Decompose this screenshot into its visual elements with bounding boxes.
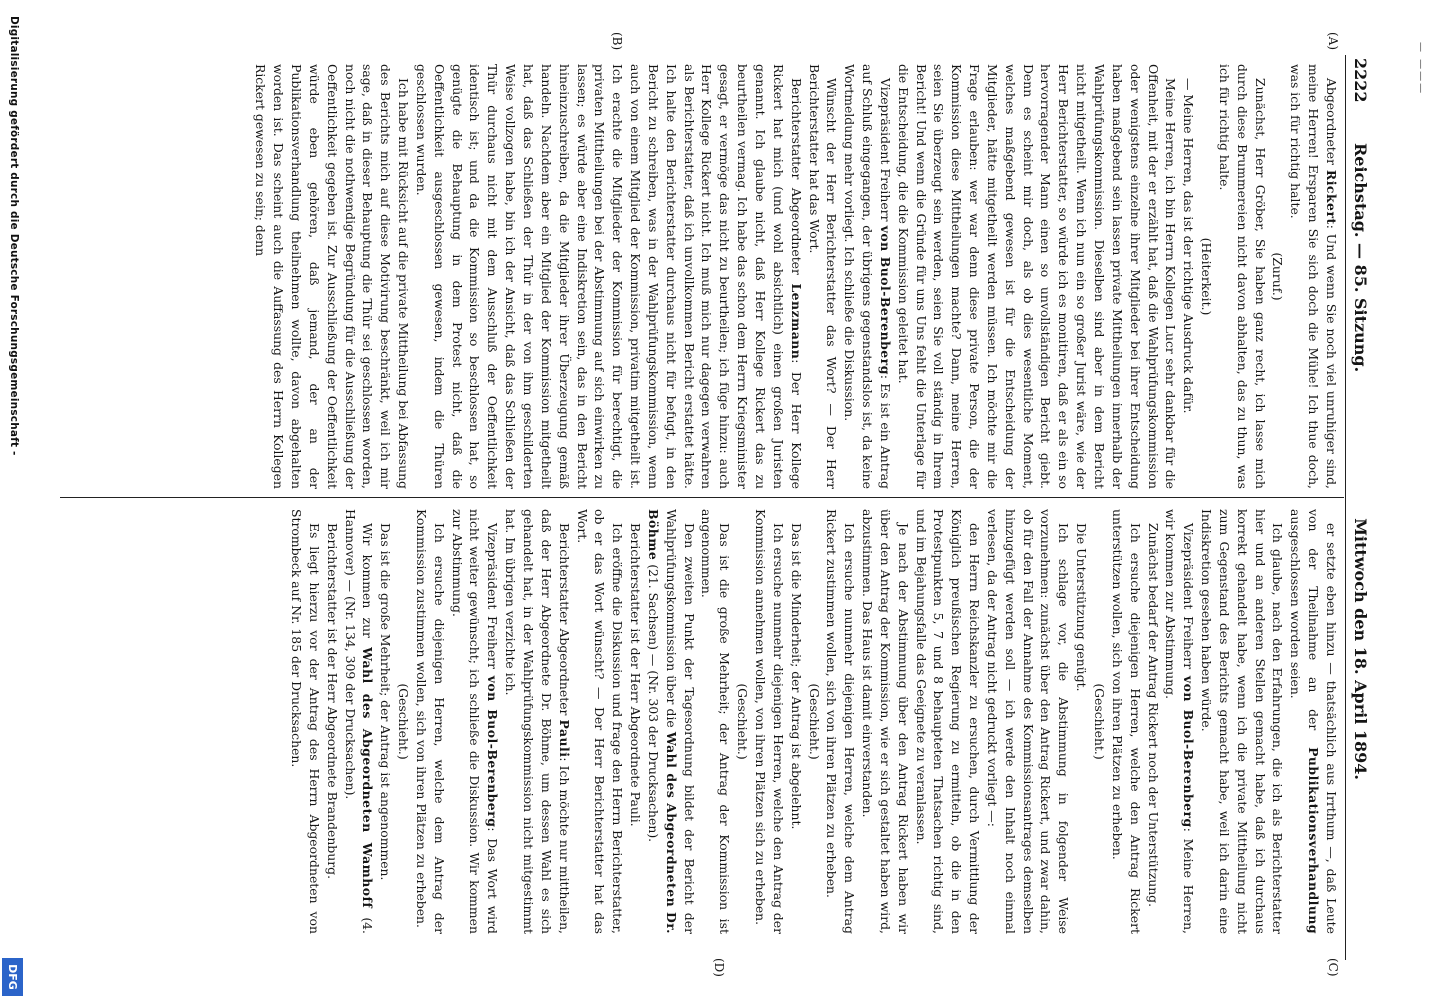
text-run: Zunächst, Herr Gröber, Sie haben ganz recht, ich lasse mich durch diese Brummereien nicht davon abhalten, das zu thun, was ich für richtig halte. — [1216, 64, 1268, 489]
text-run: : Und wenn Sie noch viel unruhiger sind, meine Herren! Ersparen Sie sich doch die Mühe! Ich thue doch, was ich für richtig halte. — [1288, 64, 1339, 489]
paragraph — [626, 509, 644, 934]
text-run: Die Unterstützung genügt. — [1074, 523, 1090, 692]
bold-name: Pauli — [556, 719, 572, 758]
text-run: Ich ersuche diejenigen Herren, welche dem Antrag der Kommission zustimmen wollen, sich von ihren Plätzen zu erheben. — [413, 509, 447, 934]
paragraph — [573, 509, 627, 934]
margin-marker-a: (A) — [1326, 32, 1340, 51]
column-divider — [60, 497, 1344, 498]
margin-marker-b: (B) — [610, 32, 624, 51]
text-run: Vizepräsident Freiherr — [1181, 523, 1197, 676]
text-run: Berichterstatter ist der Herr Abgeordnete Brandenburg. — [324, 523, 340, 880]
right-column — [287, 509, 1340, 934]
text-run: Das ist die Minderheit; der Antrag ist abgelehnt. — [788, 523, 804, 830]
paragraph — [983, 509, 1072, 934]
margin-marker-c: (C) — [1326, 958, 1340, 977]
text-run: (Zuruf.) — [1270, 252, 1286, 301]
paragraph — [1286, 509, 1340, 934]
text-run: (Geschieht.) — [396, 683, 412, 760]
text-run: Es liegt hierzu vor der Antrag des Herrn Abgeordneten von Strombeck auf Nr. 185 der Drucksachen. — [289, 509, 322, 934]
text-run: Ich glaube, nach den Erfahrungen, die ich als Berichterstatter hier und an anderen Stellen gemacht habe, daß ich durchaus korrekt gehandelt habe, wenn ich die private Mittheilung nicht zum Gegenstand des Berichts gemacht habe, weil ich darin eine Indiskretion gesehen haben würde. — [1199, 509, 1286, 934]
text-run: Wünscht der Herr Berichterstatter das Wort? — Der Herr Berichterstatter hat das Wort. — [806, 64, 840, 489]
left-column — [252, 64, 1340, 489]
text-run: (Heiterkeit.) — [1199, 237, 1215, 316]
text-run: Berichterstatter Abgeordneter — [556, 523, 572, 720]
text-run: : Ich möchte nur mittheilen, daß der Herr Abgeordnete Dr. Böhme, um dessen Wahl es sich gehandelt hat, in der Wahlprüfungskommission nicht mitgestimmt hat. Im übrigen verzichte ich. — [503, 509, 572, 934]
bold-name: Rickert — [1324, 169, 1339, 225]
text-run: : Der Herr Kollege Rickert hat mich (und wohl absichtlich) einen großen Juristen genannt. Ich glaube nicht, daß Herr Kollege Rickert das zu beurtheilen vermag. Ich habe das schon dem Herrn Kriegsminister gesagt, er vermöge das nicht zu beurtheilen; ich füge hinzu: auch Herr Kollege Rickert nicht. Ich muß mich nur dagegen verwahren als Berichterstatter, daß ich unvollkommen Bericht erstattet hätte. Ich halte den Berichterstatter durchaus nicht für befugt, in den Bericht zu schreiben, was in der Wahlprüfungskommission, wenn auch von einem Mitglied der Kommission, privatim mitgetheilt ist. Ich erachte die Mitglieder der Kommission für berechtigt, die privaten Mittheilungen bei der Abstimmung auf sich einwirken zu lassen; es würde aber eine Indiskretion sein, das in den Bericht hineinzuschreiben, da die Mitglieder ihrer Überzeugung gemäß handeln. Nachdem aber ein Mitglied der Kommission mitgetheilt hat, daß das Schließen der Thür in der von ihm geschilderten Weise vollzogen habe, bin ich der Ansicht, daß das Schließen der Thür durchaus nicht mit dem Ausschluß der Oeffentlichkeit identisch ist; und da die Kommission so beschlossen hat, so genügte die Behauptung in dem Protest nicht, daß die Oeffentlichkeit ausgeschlossen gewesen, indem die Thüren geschlossen wurden. — [413, 64, 804, 489]
bold-name: von Buol-Berenberg — [485, 675, 501, 828]
bold-name: Wahl des Abgeordneten Wamhoff — [360, 647, 376, 909]
paragraph — [823, 509, 859, 934]
text-run: ausgeschlossen worden seien. — [1288, 509, 1304, 699]
page-number: 2222 — [1351, 58, 1370, 103]
stage-direction — [1269, 64, 1287, 489]
stage-direction — [733, 509, 751, 934]
text-run: Abgeordneter — [1324, 78, 1339, 170]
text-run: : Das Wort wird nicht weiter gewünscht; ich schließe die Diskussion. Wir kommen zur Abstimmung. — [449, 509, 501, 934]
text-run: Meine Herren, ich bin Herrn Kollegen Lucr sehr dankbar für die Offenheit, mit der er erzählt hat, daß die Wahlprüfungskommission oder wenigstens einzelne ihrer Mitglieder bei ihrer Entscheidung haben maßgebend sein lassen private Mittheilungen innerhalb der Wahlprüfungskommission. Dieselben sind aber in dem Bericht nicht mitgetheilt. Wenn ich nun ein so großer Jurist wäre, wie der Herr Berichterstatter, so würde ich es monitiren, daß er als ein so hervorragender Mann einen so unvollständigen Bericht giebt. Denn es scheint mir doch, als ob dies wesentliche Moment, welches maßgebend gewesen ist für die Entscheidung der Mitglieder, hätte mitgetheilt werden müssen. Ich möchte mir die Frage erlauben: wer war denn diese private Person, die der Kommission diese Mittheilungen machte? Dann, meine Herren, seien Sie überzeugt sein werden, seien Sie voll ständig in Ihrem Bericht! Und wenn die Gründe für uns Uns fehlt die Unterlage für die Entscheidung, die die Kommission geleitet hat. — [895, 64, 1179, 489]
stage-direction — [394, 509, 412, 934]
text-run: Je nach der Abstimmung über den Antrag Rickert haben wir über den Antrag der Kommission, wie er sich gestaltet haben wird, abzustimmen. Das Haus ist damit einverstanden. — [860, 509, 911, 934]
text-run: Ich habe mit Rücksicht auf die private Mittheilung bei Abfassung des Berichts mich auf diese Motivirung beschränkt, weil ich mir sage, daß in dieser Behauptung die Thür sei geschlossen worden, noch nicht die nothwendige Begründung für die Ausschließung der Oeffentlichkeit gegeben ist. Zur Ausschließung der Oeffentlichkeit würde eben gehören, daß jemand, der an der Publikationsverhandlung theilnehmen wollte, davon abgehalten worden ist. Das scheint auch die Auffassung des Herrn Kollegen Rickert gewesen zu sein; denn — [253, 64, 412, 489]
bold-name: Wahl des Abgeordneten Dr. Böhme — [645, 509, 679, 934]
paragraph — [501, 509, 572, 934]
text-run: (Geschieht.) — [735, 683, 751, 760]
text-run: (Geschieht.) — [1092, 683, 1108, 760]
paragraph — [698, 509, 734, 934]
stage-direction — [1090, 509, 1108, 934]
text-run: Ich ersuche nunmehr diejenigen Herren, welche den Antrag der Kommission annehmen wollen, von ihren Plätzen sich zu erheben. — [753, 509, 786, 934]
paragraph — [1179, 64, 1197, 489]
paragraph — [448, 509, 502, 934]
text-run: — Meine Herren, das ist der richtige Ausdruck dafür. — [1181, 78, 1197, 414]
text-run: Ich ersuche diejenigen Herren, welche den Antrag Rickert unterstützen wollen, sich von ihren Plätzen zu erheben. — [1109, 509, 1143, 934]
paragraph — [412, 64, 805, 489]
text-run: Den zweiten Punkt der Tagesordnung bildet der Bericht der Wahlprüfungskommission über die — [663, 509, 697, 934]
digitization-footer — [0, 0, 24, 1000]
session-date: Mittwoch den 18. April 1894. — [1351, 518, 1370, 780]
bold-name: Lenzmann — [788, 283, 804, 360]
paragraph — [412, 509, 448, 934]
text-run: den Herrn Reichskanzler zu ersuchen, durch Vermittlung der Königlich preußischen Regierung zu ermitteln, ob die in den Protestpunkten 5, 7 und 8 behaupteten Thatsachen richtig sind, und im Bejahungsfalle das Geeignete zu veranlassen. — [913, 509, 983, 934]
paragraph — [287, 509, 323, 934]
header-rule — [1345, 55, 1346, 960]
paragraph — [252, 64, 413, 489]
stage-direction — [1197, 64, 1215, 489]
paragraph — [805, 64, 841, 489]
text-run: Ich ersuche nunmehr diejenigen Herren, welche dem Antrag Rickert zustimmen wollen, sich von ihren Plätzen zu erheben. — [824, 509, 858, 934]
paragraph — [341, 509, 377, 934]
text-run: (Geschieht.) — [806, 683, 822, 760]
text-run: Berichterstatter ist der Herr Abgeordnete Pauli. — [628, 523, 644, 827]
running-header — [1344, 58, 1370, 960]
paragraph — [644, 509, 698, 934]
paragraph — [858, 509, 912, 934]
bold-name: von Buol-Berenberg — [877, 225, 893, 375]
paragraph — [376, 509, 394, 934]
text-run: Wir kommen zur — [360, 523, 376, 648]
paragraph — [1108, 509, 1144, 934]
paragraph — [1197, 509, 1286, 934]
text-run: : Es ist ein Antrag auf Schluß eingegangen, der übrigens gegenstandslos ist, da keine Wortmeldung mehr vorliegt. Ich schließe die Diskussion. — [842, 64, 893, 489]
text-run: Vizepräsident Freiherr — [485, 523, 501, 676]
paragraph — [894, 64, 1180, 489]
stage-direction — [805, 509, 823, 934]
paragraph — [1072, 509, 1090, 934]
text-run: Vizepräsident Freiherr — [877, 78, 893, 226]
session-title: Reichstag. — 85. Sitzung. — [1351, 143, 1370, 373]
text-run: (21. Sachsen) — (Nr. 303 der Drucksachen). — [645, 560, 661, 843]
paragraph — [1215, 64, 1269, 489]
text-run: Das ist die große Mehrheit; der Antrag ist angenommen. — [378, 523, 394, 881]
text-run: (4. Hannover) — (Nr. 134, 309 der Drucksachen). — [342, 509, 376, 934]
margin-marker-d: (D) — [712, 958, 726, 977]
dfg-logo: DFG — [2, 958, 23, 996]
text-run: Ich schlage vor, die Abstimmung in folgender Weise vorzunehmen: zunächst über den Antrag Rickert, und zwar dahin, ob für den Fall der Annahme des Kommissionsantrages demselben hinzugefügt werden soll — ich werde den Inhalt noch einmal verlesen, da der Antrag nicht gedruckt vorliegt —: — [984, 509, 1072, 934]
paragraph — [912, 509, 983, 934]
paragraph — [1162, 509, 1198, 934]
digitization-credit: Digitalisierung gefördert durch die Deutsche Forschungsgemeinschaft - — [8, 16, 20, 456]
paragraph — [840, 64, 894, 489]
paragraph — [787, 509, 805, 934]
text-run: er setzte eben hinzu — thatsächlich aus Irrthum —, daß Leute von der Theilnahme an der — [1306, 509, 1339, 934]
paragraph — [1286, 64, 1340, 489]
paragraph — [323, 509, 341, 934]
top-edge-fragment: — ——— — [1415, 42, 1426, 96]
bold-name: von Buol-Berenberg — [1181, 675, 1197, 828]
paragraph — [1144, 509, 1162, 934]
text-run: Ich eröffne die Diskussion und frage den Herrn Berichterstatter, ob er das Wort wünscht? — Der Herr Berichterstatter hat das Wort. — [574, 509, 626, 934]
text-run: : Meine Herren, wir kommen zur Abstimmung. — [1163, 509, 1197, 934]
text-run: Berichterstatter Abgeordneter — [788, 78, 804, 284]
paragraph — [751, 509, 787, 934]
text-run: Das ist die große Mehrheit; der Antrag der Kommission ist angenommen. — [699, 509, 733, 934]
text-run: Zunächst bedarf der Antrag Rickert noch der Unterstützung. — [1145, 523, 1161, 908]
bold-name: Publikationsverhandlung — [1306, 747, 1322, 934]
